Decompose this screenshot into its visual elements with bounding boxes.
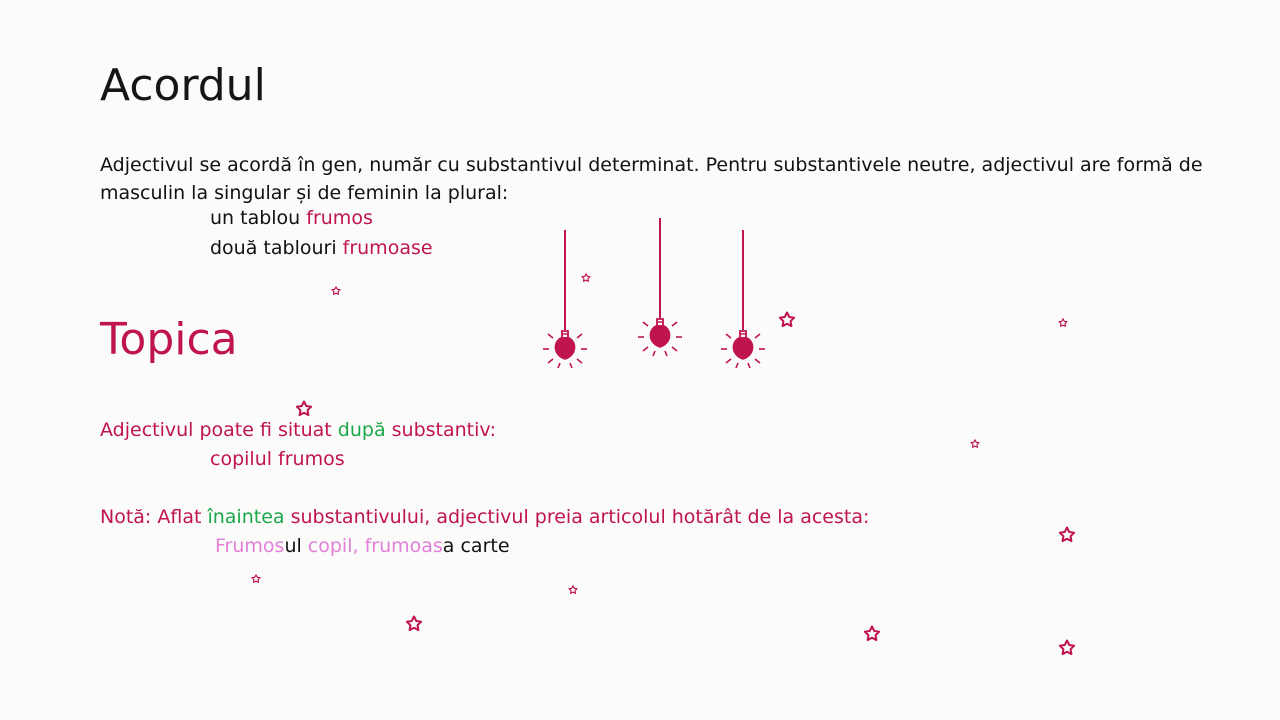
example-before-part-b: ul	[284, 535, 302, 557]
page-title-acordul: Acordul	[100, 60, 266, 111]
example-plural-noun: două tablouri	[210, 237, 343, 259]
star-icon	[582, 274, 590, 282]
star-icon	[780, 313, 794, 327]
example-before-part-c: copil, frumoas	[301, 535, 443, 557]
lightbulb-icon	[543, 230, 587, 368]
star-icon	[332, 287, 340, 295]
position-rule-highlight: după	[337, 419, 386, 441]
note-part1: Notă: Aflat	[100, 506, 208, 528]
agreement-paragraph: Adjectivul se acordă în gen, număr cu substantivul determinat. Pentru substantivele neutre, adjectivul are formă de masculin la singular și de feminin la plural:	[100, 154, 1203, 204]
position-rule-part3: substantiv:	[385, 419, 497, 441]
star-icon	[865, 627, 879, 641]
example-before-part-a: Frumos	[215, 535, 285, 557]
note-part3: substantivului, adjectivul preia articolul hotărât de la acesta:	[284, 506, 870, 528]
star-icon	[569, 586, 577, 594]
star-icon	[407, 617, 421, 631]
lightbulb-icon	[638, 218, 682, 356]
example-singular-adjective: frumos	[306, 207, 373, 229]
star-icon	[1059, 319, 1067, 327]
example-before-part-d: a carte	[442, 535, 510, 557]
example-after-noun: copilul frumos	[210, 448, 345, 470]
example-singular-noun: un tablou	[210, 207, 307, 229]
example-plural-adjective: frumoase	[342, 237, 433, 259]
star-icon	[297, 402, 311, 416]
lightbulb-icon	[721, 230, 765, 368]
section-title-topica: Topica	[100, 314, 238, 365]
position-rule-part1: Adjectivul poate fi situat	[100, 419, 338, 441]
note-highlight: înaintea	[207, 506, 285, 528]
star-icon	[1060, 641, 1074, 655]
star-icon	[252, 575, 260, 583]
star-icon	[971, 440, 979, 448]
star-icon	[1060, 528, 1074, 542]
